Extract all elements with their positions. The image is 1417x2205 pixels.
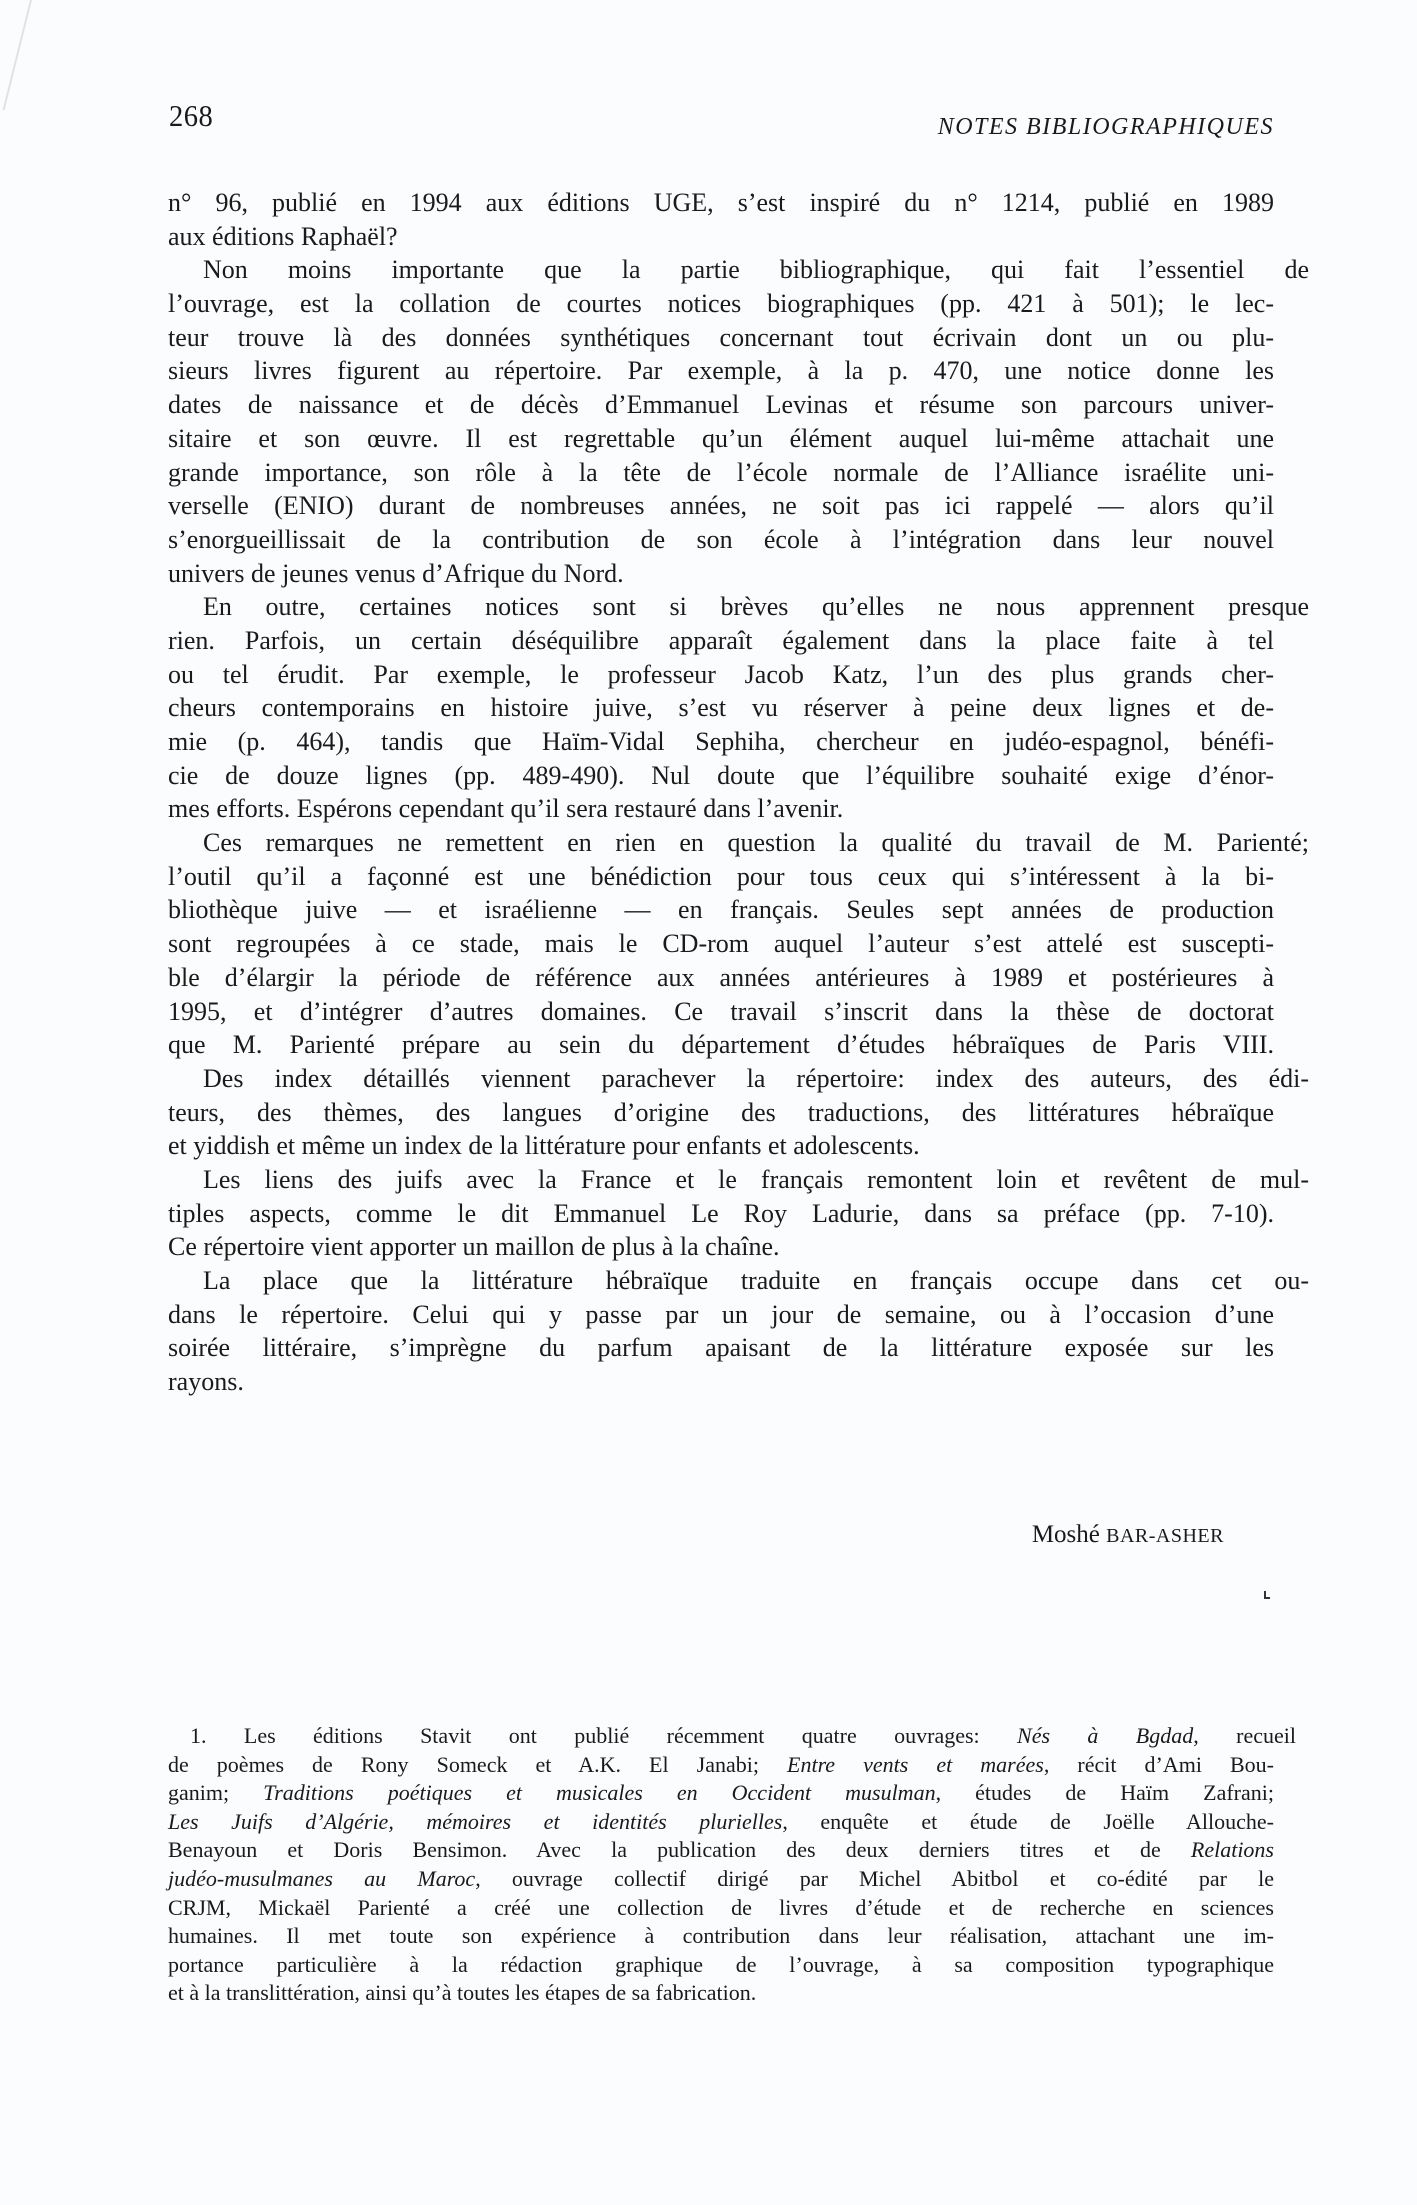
body-line: Non moins importante que la partie bibliographique, qui fait l’essentiel de bbox=[203, 255, 1309, 285]
body-line: grande importance, son rôle à la tête de l’école normale de l’Alliance israélite uni- bbox=[168, 457, 1274, 487]
body-line: 1995, et d’intégrer d’autres domaines. Ce travail s’inscrit dans la thèse de doctorat bbox=[168, 996, 1274, 1026]
body-line: l’ouvrage, est la collation de courtes notices biographiques (pp. 421 à 501); le lec- bbox=[168, 289, 1274, 319]
body-line: ou tel érudit. Par exemple, le professeur Jacob Katz, l’un des plus grands cher- bbox=[168, 659, 1274, 689]
body-line: mes efforts. Espérons cependant qu’il sera restauré dans l’avenir. bbox=[168, 794, 844, 824]
body-line: s’enorgueillissait de la contribution de son école à l’intégration dans leur nouvel bbox=[168, 524, 1274, 554]
body-line: sitaire et son œuvre. Il est regrettable qu’un élément auquel lui-même attachait une bbox=[168, 423, 1274, 453]
footnote-line bbox=[168, 1751, 1274, 1780]
footnote-text: ganim; bbox=[168, 1780, 264, 1806]
cited-title: judéo-musulmanes au Maroc bbox=[168, 1865, 476, 1891]
author-signature bbox=[1032, 1521, 1224, 1549]
body-line: ble d’élargir la période de référence aux années antérieures à 1989 et postérieures à bbox=[168, 962, 1274, 992]
scan-artifact-mark bbox=[1264, 1591, 1270, 1599]
body-line: cie de douze lignes (pp. 489-490). Nul doute que l’équilibre souhaité exige d’énor- bbox=[168, 760, 1274, 790]
cited-title: Entre vents et marées bbox=[787, 1751, 1044, 1777]
footnote-line bbox=[168, 1779, 1274, 1808]
body-line: aux éditions Raphaël? bbox=[168, 221, 398, 251]
footnote-text: , recueil bbox=[1193, 1723, 1296, 1748]
body-line: et yiddish et même un index de la littérature pour enfants et adolescents. bbox=[168, 1131, 920, 1161]
body-line: Les liens des juifs avec la France et le français remontent loin et revêtent de mul- bbox=[203, 1164, 1309, 1194]
footnote-line bbox=[168, 1922, 1274, 1951]
page-number: 268 bbox=[169, 98, 214, 133]
body-line: l’outil qu’il a façonné est une bénédiction pour tous ceux qui s’intéressent à la bi- bbox=[168, 861, 1274, 891]
body-line: sieurs livres figurent au répertoire. Par exemple, à la p. 470, une notice donne les bbox=[168, 356, 1274, 386]
body-line: n° 96, publié en 1994 aux éditions UGE, s’est inspiré du n° 1214, publié en 1989 bbox=[168, 188, 1274, 217]
footnote-line bbox=[168, 1836, 1274, 1865]
body-line: teur trouve là des données synthétiques concernant tout écrivain dont un ou plu- bbox=[168, 322, 1274, 352]
footnote-text: et à la translittération, ainsi qu’à toutes les étapes de sa fabrication. bbox=[168, 1980, 757, 2006]
footnote-text: 1. Les éditions Stavit ont publié récemment quatre ouvrages: bbox=[190, 1723, 1018, 1748]
footnote-line bbox=[168, 1808, 1274, 1837]
footnote-text: Benayoun et Doris Bensimon. Avec la publication des deux derniers titres et de bbox=[168, 1837, 1191, 1863]
body-line: mie (p. 464), tandis que Haïm-Vidal Sephiha, chercheur en judéo-espagnol, bénéfi- bbox=[168, 727, 1274, 756]
footnote bbox=[168, 1722, 1296, 2008]
footnote-line bbox=[168, 1894, 1274, 1923]
body-line: teurs, des thèmes, des langues d’origine des traductions, des littératures hébraïque bbox=[168, 1097, 1274, 1127]
body-line: tiples aspects, comme le dit Emmanuel Le Roy Ladurie, dans sa préface (pp. 7-10). bbox=[168, 1198, 1274, 1228]
cited-title: Les Juifs d’Algérie, mémoires et identités plurielles bbox=[168, 1808, 783, 1834]
cited-title: Relations bbox=[1190, 1837, 1274, 1863]
body-line: cheurs contemporains en histoire juive, s’est vu réserver à peine deux lignes et de- bbox=[168, 693, 1274, 723]
body-line: sont regroupées à ce stade, mais le CD-rom auquel l’auteur s’est attelé est suscepti- bbox=[168, 929, 1274, 959]
body-line: rien. Parfois, un certain déséquilibre apparaît également dans la place faite à tel bbox=[168, 625, 1274, 655]
footnote-text: , ouvrage collectif dirigé par Michel Abitbol et co-édité par le bbox=[475, 1865, 1274, 1891]
body-line: que M. Parienté prépare au sein du département d’études hébraïques de Paris VIII. bbox=[168, 1030, 1274, 1060]
scan-page-edge bbox=[0, 0, 32, 110]
body-line: En outre, certaines notices sont si brèves qu’elles ne nous apprennent presque bbox=[203, 592, 1309, 622]
footnote-text: portance particulière à la rédaction graphique de l’ouvrage, à sa composition typographique bbox=[168, 1951, 1274, 1977]
body-line: verselle (ENIO) durant de nombreuses années, ne soit pas ici rappelé — alors qu’il bbox=[168, 491, 1274, 521]
body-line: Ce répertoire vient apporter un maillon de plus à la chaîne. bbox=[168, 1232, 780, 1262]
footnote-line bbox=[168, 1865, 1274, 1894]
body-line: bliothèque juive — et israélienne — en français. Seules sept années de production bbox=[168, 895, 1274, 925]
cited-title: Traditions poétiques et musicales en Occident musulman bbox=[263, 1780, 936, 1806]
footnote-line bbox=[168, 1722, 1296, 1751]
body-line: Des index détaillés viennent parachever la répertoire: index des auteurs, des édi- bbox=[203, 1063, 1309, 1093]
footnote-text: , récit d’Ami Bou- bbox=[1043, 1751, 1274, 1777]
body-line: La place que la littérature hébraïque traduite en français occupe dans cet ou- bbox=[203, 1266, 1309, 1295]
footnote-line bbox=[168, 1979, 1274, 2008]
body-line: univers de jeunes venus d’Afrique du Nord. bbox=[168, 558, 624, 588]
author-last-name: BAR-ASHER bbox=[1106, 1525, 1224, 1547]
footnote-line bbox=[168, 1951, 1274, 1980]
footnote-text: , études de Haïm Zafrani; bbox=[935, 1780, 1274, 1806]
footnote-text: humaines. Il met toute son expérience à contribution dans leur réalisation, attachant une im- bbox=[168, 1923, 1274, 1949]
body-text bbox=[168, 186, 1309, 1399]
body-line: dates de naissance et de décès d’Emmanuel Levinas et résume son parcours univer- bbox=[168, 390, 1274, 420]
footnote-text: CRJM, Mickaël Parienté a créé une collection de livres d’étude et de recherche en sciences bbox=[168, 1894, 1274, 1920]
body-line: rayons. bbox=[168, 1367, 244, 1397]
cited-title: Nés à Bgdad bbox=[1017, 1723, 1194, 1748]
body-line: Ces remarques ne remettent en rien en question la qualité du travail de M. Parienté; bbox=[203, 828, 1309, 858]
footnote-text: , enquête et étude de Joëlle Allouche- bbox=[782, 1808, 1275, 1834]
author-first-name: Moshé bbox=[1031, 1521, 1100, 1548]
running-head: NOTES BIBLIOGRAPHIQUES bbox=[937, 114, 1274, 140]
footnote-text: de poèmes de Rony Someck et A.K. El Janabi; bbox=[168, 1751, 788, 1777]
body-line: dans le répertoire. Celui qui y passe par un jour de semaine, ou à l’occasion d’une bbox=[168, 1299, 1274, 1329]
body-line: soirée littéraire, s’imprègne du parfum apaisant de la littérature exposée sur les bbox=[168, 1333, 1274, 1363]
